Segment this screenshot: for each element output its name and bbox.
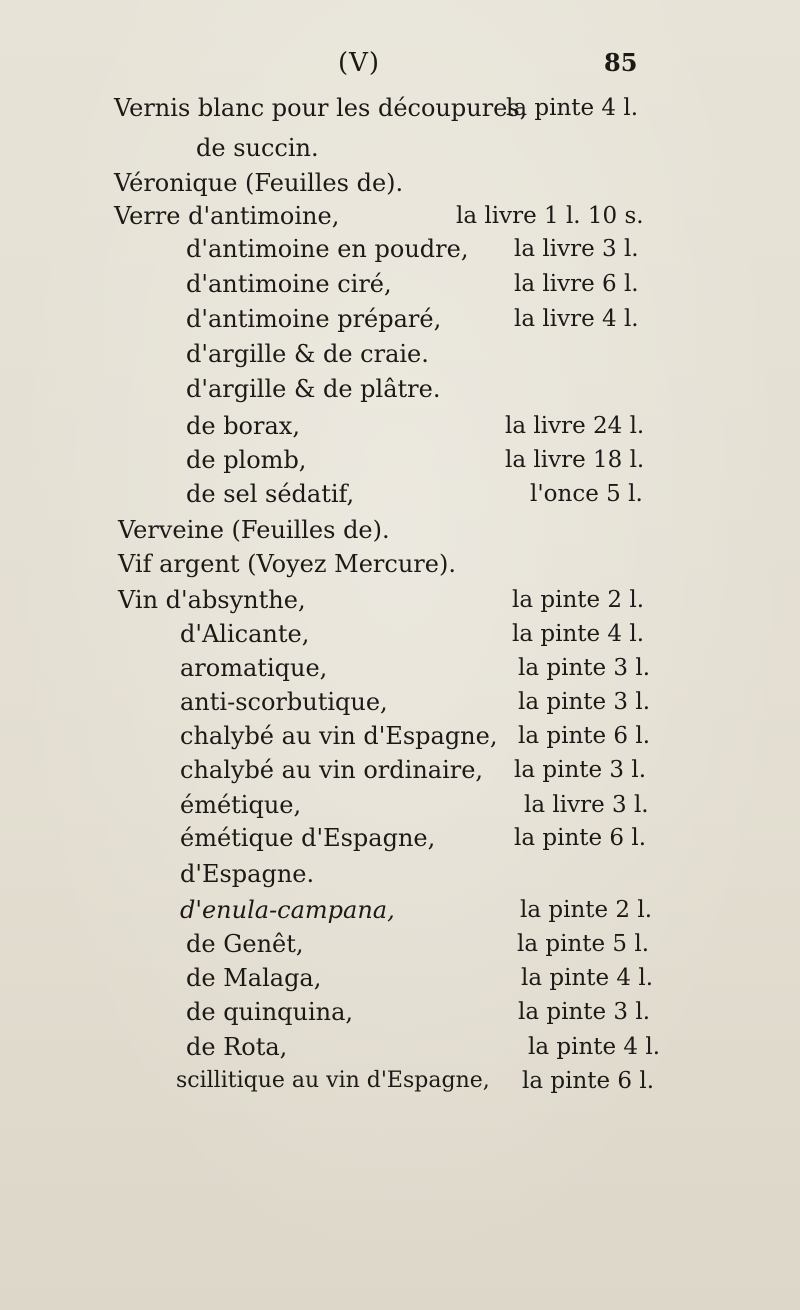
entry-price: la pinte 5 l. — [517, 931, 650, 957]
page-number: 85 — [604, 48, 638, 77]
entry-name: chalybé au vin ordinaire, — [180, 756, 484, 784]
list-item — [0, 92, 800, 126]
entry-name: d'argille & de plâtre. — [186, 375, 441, 403]
list-item — [0, 268, 800, 302]
entry-price: la pinte 3 l. — [518, 999, 651, 1025]
list-item — [0, 822, 800, 856]
list-item — [0, 584, 800, 618]
entry-price: la pinte 4 l. — [512, 621, 645, 647]
list-item — [0, 928, 800, 962]
list-item — [0, 233, 800, 267]
list-item — [0, 686, 800, 720]
entry-name: de Rota, — [186, 1033, 288, 1061]
entry-price: la pinte 4 l. — [506, 95, 639, 121]
list-item — [0, 996, 800, 1030]
entry-name: Verre d'antimoine, — [114, 202, 340, 230]
entry-name: d'antimoine préparé, — [186, 305, 442, 333]
entry-price: la pinte 4 l. — [528, 1034, 661, 1060]
entry-name: chalybé au vin d'Espagne, — [180, 722, 498, 750]
list-item — [0, 894, 800, 928]
entry-price: la pinte 2 l. — [520, 897, 653, 923]
list-item — [0, 478, 800, 512]
list-item — [0, 652, 800, 686]
list-item — [0, 338, 800, 372]
list-item — [0, 962, 800, 996]
entry-price: la livre 3 l. — [514, 236, 639, 262]
entry-name: émétique d'Espagne, — [180, 824, 436, 852]
entry-price: la pinte 6 l. — [514, 825, 647, 851]
entry-name: de Malaga, — [186, 964, 322, 992]
entry-price: la pinte 3 l. — [518, 689, 651, 715]
entry-price: la livre 6 l. — [514, 271, 639, 297]
entry-name: anti-scorbutique, — [180, 688, 388, 716]
list-item — [0, 789, 800, 823]
entry-name: Vif argent (Voyez Mercure). — [118, 550, 456, 578]
entry-price: l'once 5 l. — [530, 481, 643, 507]
list-item — [0, 618, 800, 652]
entry-price: la livre 3 l. — [524, 792, 649, 818]
entry-price: la livre 24 l. — [505, 413, 645, 439]
entry-price: la pinte 6 l. — [522, 1068, 655, 1094]
list-item — [0, 754, 800, 788]
entry-name: d'antimoine ciré, — [186, 270, 392, 298]
entry-price: la pinte 2 l. — [512, 587, 645, 613]
entry-price: la pinte 6 l. — [518, 723, 651, 749]
entry-name: Véronique (Feuilles de). — [114, 169, 404, 197]
list-item — [0, 167, 800, 201]
entry-price: la livre 1 l. 10 s. — [456, 203, 644, 229]
list-item — [0, 1065, 800, 1099]
entry-name: aromatique, — [180, 654, 328, 682]
list-item — [0, 303, 800, 337]
entry-price: la livre 4 l. — [514, 306, 639, 332]
entry-price: la livre 18 l. — [505, 447, 645, 473]
entry-name: de borax, — [186, 412, 300, 440]
entry-name: émétique, — [180, 791, 302, 819]
entry-name: de sel sédatif, — [186, 480, 355, 508]
entry-name: d'enula-campana, — [180, 896, 395, 924]
list-item — [0, 410, 800, 444]
entry-price: la pinte 3 l. — [514, 757, 647, 783]
list-item — [0, 548, 800, 582]
entry-name: Vernis blanc pour les découpures, — [114, 94, 528, 122]
entry-name: de Genêt, — [186, 930, 304, 958]
entry-name: d'Espagne. — [180, 860, 315, 888]
entry-name: scillitique au vin d'Espagne, — [176, 1068, 490, 1093]
entry-price: la pinte 4 l. — [521, 965, 654, 991]
entry-name: de quinquina, — [186, 998, 354, 1026]
entry-name: Vin d'absynthe, — [118, 586, 306, 614]
list-item — [0, 858, 800, 892]
list-item — [0, 373, 800, 407]
entry-name: Verveine (Feuilles de). — [118, 516, 390, 544]
entry-name: d'Alicante, — [180, 620, 310, 648]
list-item — [0, 514, 800, 548]
entry-price: la pinte 3 l. — [518, 655, 651, 681]
entry-name: d'antimoine en poudre, — [186, 235, 469, 263]
running-head: (V) — [338, 48, 381, 78]
entry-name: de succin. — [196, 134, 319, 162]
entry-name: de plomb, — [186, 446, 307, 474]
list-item — [0, 444, 800, 478]
entry-name: d'argille & de craie. — [186, 340, 429, 368]
list-item — [0, 720, 800, 754]
list-item — [0, 132, 800, 166]
list-item — [0, 1031, 800, 1065]
list-item — [0, 200, 800, 234]
